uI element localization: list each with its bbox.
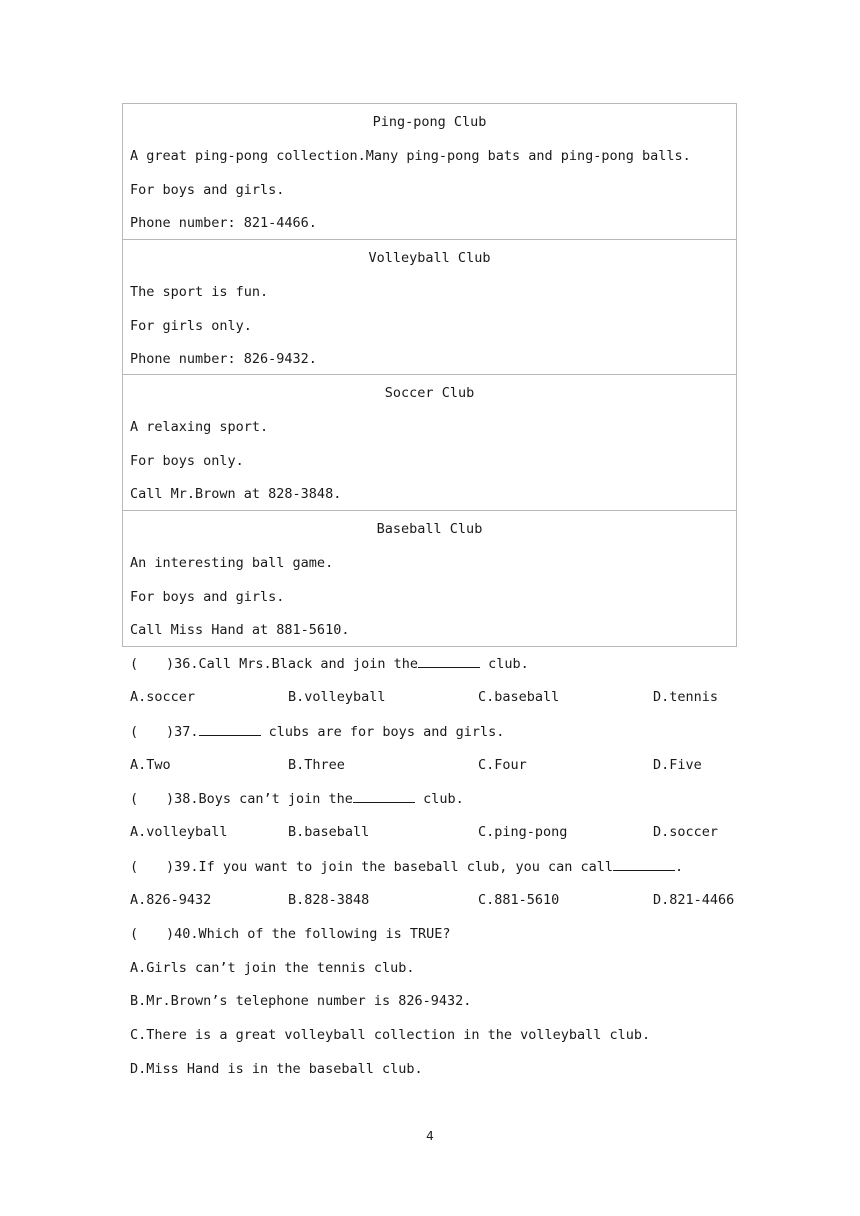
question-39 — [130, 858, 683, 875]
question-text: )36.Call Mrs.Black and join the — [166, 656, 418, 672]
option-d: D.soccer — [653, 824, 719, 840]
club-line: A great ping-pong collection.Many ping-pong bats and ping-pong balls. — [130, 148, 691, 164]
question-37 — [130, 723, 504, 740]
question-text-tail: clubs are for boys and girls. — [260, 724, 505, 740]
options-36 — [0, 689, 860, 709]
option-d: D.Miss Hand is in the baseball club. — [130, 1061, 423, 1077]
answer-paren: ( — [130, 926, 139, 942]
answer-paren: ( — [130, 791, 139, 807]
answer-paren: ( — [130, 656, 139, 672]
option-a: A.826-9432 — [130, 892, 212, 908]
club-line: For boys only. — [130, 453, 244, 469]
club-line: For boys and girls. — [130, 182, 285, 198]
club-box-baseball — [123, 511, 736, 647]
club-line: The sport is fun. — [130, 283, 269, 300]
answer-blank — [353, 790, 415, 803]
club-line: A relaxing sport. — [130, 419, 269, 435]
club-title: Ping-pong Club — [372, 114, 487, 130]
option-b: B.Three — [288, 757, 345, 773]
question-text: )39.If you want to join the baseball club, you can call — [166, 859, 614, 875]
club-line: For girls only. — [130, 317, 252, 334]
club-line: Phone number: 821-4466. — [130, 215, 317, 231]
option-b: B.volleyball — [288, 689, 386, 705]
option-d: D.tennis — [653, 689, 719, 705]
question-text-tail: club. — [479, 656, 529, 672]
club-line: For boys and girls. — [130, 588, 285, 605]
club-box-ping-pong — [123, 104, 736, 240]
option-c: C.Four — [478, 757, 527, 773]
club-line: Call Mr.Brown at 828-3848. — [130, 486, 342, 502]
club-line: Phone number: 826-9432. — [130, 350, 317, 367]
option-b: B.828-3848 — [288, 892, 370, 908]
answer-paren: ( — [130, 859, 139, 875]
option-a: A.soccer — [130, 689, 196, 705]
question-text: )38.Boys can’t join the — [166, 791, 353, 807]
answer-blank — [199, 723, 261, 736]
option-c: C.There is a great volleyball collection in the volleyball club. — [130, 1027, 651, 1043]
answer-blank — [613, 858, 675, 871]
club-title: Volleyball Club — [368, 249, 491, 266]
club-table — [122, 103, 737, 647]
option-c: C.baseball — [478, 689, 560, 705]
option-b: B.Mr.Brown’s telephone number is 826-9432. — [130, 993, 472, 1009]
club-line: Call Miss Hand at 881-5610. — [130, 621, 350, 638]
option-a: A.Girls can’t join the tennis club. — [130, 960, 415, 976]
question-36 — [130, 655, 529, 672]
option-c: C.ping-pong — [478, 824, 568, 840]
options-37 — [0, 757, 860, 777]
question-text-tail: . — [675, 859, 684, 875]
club-title: Baseball Club — [376, 520, 483, 537]
answer-paren: ( — [130, 724, 139, 740]
page-number: 4 — [426, 1129, 434, 1143]
option-d: D.821-4466 — [653, 892, 735, 908]
option-b: B.baseball — [288, 824, 370, 840]
option-a: A.volleyball — [130, 824, 228, 840]
club-title: Soccer Club — [384, 385, 475, 401]
answer-blank — [418, 655, 480, 668]
club-box-soccer — [123, 375, 736, 511]
question-text: )40.Which of the following is TRUE? — [166, 926, 451, 942]
question-40 — [130, 926, 450, 942]
option-c: C.881-5610 — [478, 892, 560, 908]
options-39 — [0, 892, 860, 912]
question-38 — [130, 790, 464, 807]
options-38 — [0, 824, 860, 844]
question-text-tail: club. — [414, 791, 464, 807]
club-box-volleyball — [123, 240, 736, 376]
option-a: A.Two — [130, 757, 171, 773]
club-line: An interesting ball game. — [130, 554, 334, 571]
question-text: )37. — [166, 724, 199, 740]
option-d: D.Five — [653, 757, 702, 773]
